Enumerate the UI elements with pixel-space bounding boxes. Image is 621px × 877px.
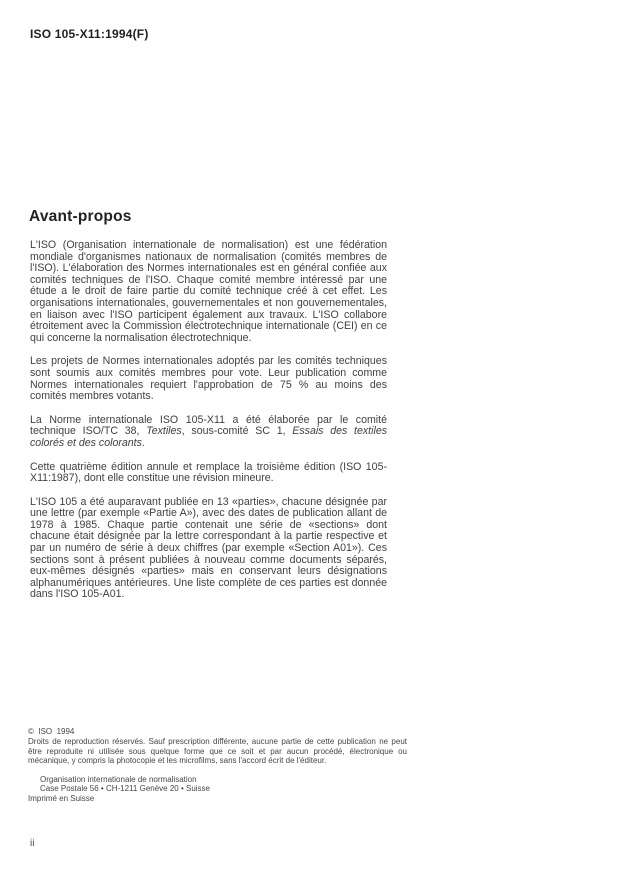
publisher-address: Case Postale 56 • CH-1211 Genève 20 • Suisse (40, 784, 210, 794)
paragraph-text: L'ISO 105 a été auparavant publiée en 13 «parties», chacune désignée par une lettre (par exemple «Partie A»), avec des dates de publication allant de 1978 à 1985. Chaque partie contenait une série de «sections» dont chacune était désignée par la lettre correspondant à la partie respective et par un numéro de série à deux chiffres (par exemple «Section A01»). Ces sections sont à présent publiées à nouveau comme documents séparés, eux-mêmes désignés «parties» mais en conservant leurs désignations alphanumériques antérieures. Une liste complète de ces parties est donnée dans l'ISO 105-A01. (30, 495, 387, 601)
body-paragraphs (30, 240, 387, 613)
paragraph (30, 240, 387, 344)
paragraph-text: La Norme internationale ISO 105-X11 a été élaborée par le comité technique ISO/TC 38, (30, 413, 387, 438)
paragraph-italic-text: Essais des textiles colorés et des colorants (30, 425, 388, 449)
paragraph (30, 497, 387, 601)
paragraph (30, 462, 387, 485)
paragraph-italic-text: Textiles (146, 425, 182, 438)
page-footer (28, 727, 407, 804)
reproduction-notice: Droits de reproduction réservés. Sauf prescription différente, aucune partie de cette publication ne peut être reproduite ni utilisée sous quelque forme que ce soit et par aucun procédé, électronique ou mécanique, y compris la photocopie et les microfilms, sans l'accord écrit de l'éditeur. (28, 737, 407, 766)
section-title: Avant-propos (29, 208, 132, 225)
publisher-name: Organisation internationale de normalisation (40, 774, 197, 784)
paragraph-text: Cette quatrième édition annule et remplace la troisième édition (ISO 105-X11:1987), dont elle constitue une révision mineure. (30, 460, 387, 485)
paragraph-text: , sous-comité SC 1, (181, 425, 293, 438)
printed-in: Imprimé en Suisse (28, 794, 95, 804)
publisher-block (28, 775, 407, 794)
document-reference: ISO 105-X11:1994(F) (30, 27, 149, 41)
copyright-line: © ISO 1994 (28, 727, 75, 736)
paragraph-text: . (141, 436, 145, 449)
page-number: ii (30, 838, 35, 849)
paragraph (30, 356, 387, 402)
paragraph (30, 415, 387, 450)
paragraph-text: Les projets de Normes internationales adoptés par les comités techniques sont soumis aux comités membres pour vote. Leur publication comme Normes internationales requiert l'approbation de 75 % au moins des comités membres votants. (30, 355, 387, 403)
paragraph-text: L'ISO (Organisation internationale de normalisation) est une fédération mondiale d'organismes nationaux de normalisation (comités membres de l'ISO). L'élaboration des Normes internationales est en général confiée aux comités techniques de l'ISO. Chaque comité membre intéressé par une étude a le droit de faire partie du comité technique créé à cet effet. Les organisations internationales, gouvernementales et non gouvernementales, en liaison avec l'ISO participent également aux travaux. L'ISO collabore étroitement avec la Commission électrotechnique internationale (CEI) en ce qui concerne la normalisation électrotechnique. (30, 239, 387, 344)
